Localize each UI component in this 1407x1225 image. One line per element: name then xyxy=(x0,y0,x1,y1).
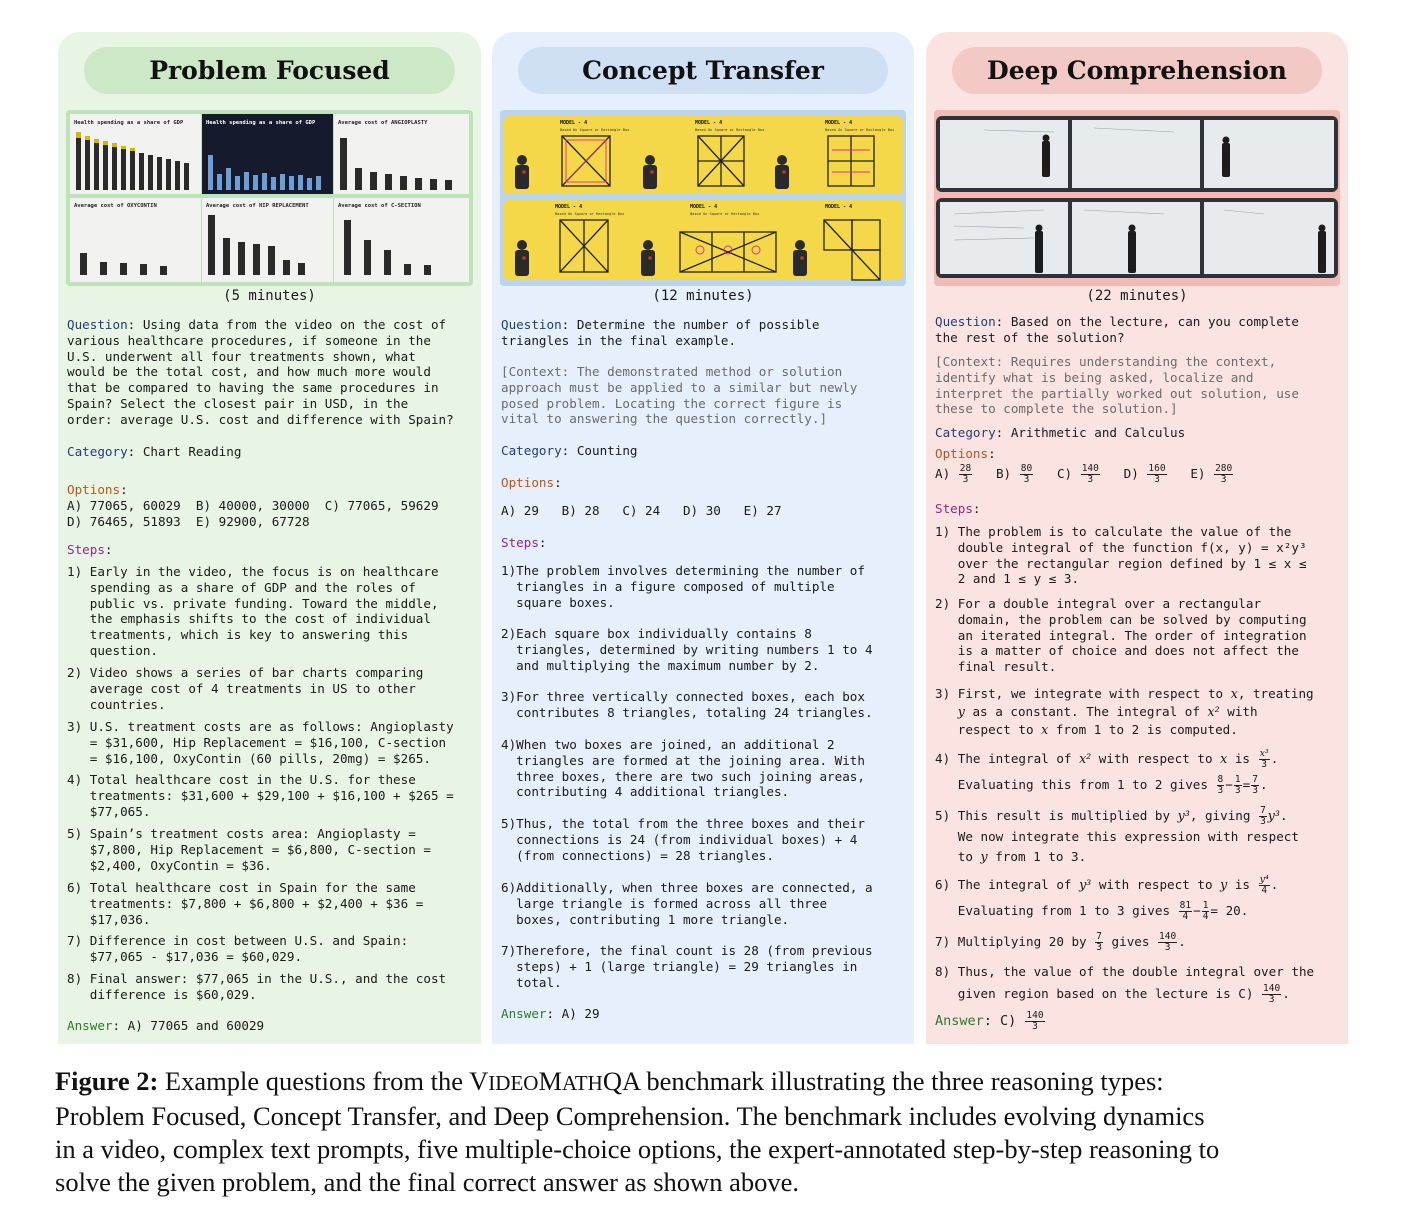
video-duration: (12 minutes) xyxy=(652,288,754,304)
step-item: 4) Total healthcare cost in the U.S. for these treatments: $31,600 + $29,100 + $16,100 + $265 = $77,065. xyxy=(67,772,454,819)
thumb-chart-title: Average cost of OXYCONTIN xyxy=(74,203,157,209)
steps-label: Steps xyxy=(935,501,973,516)
context-line: approach must be applied to a similar but newly xyxy=(501,379,858,395)
step-item: 6)Additionally, when three boxes are connected, a large triangle is formed across all three boxes, contributing 1 more triangle. xyxy=(501,880,873,927)
video-duration: (22 minutes) xyxy=(1086,288,1188,304)
steps-label-line: Steps: xyxy=(501,535,547,550)
context-block xyxy=(935,354,1340,417)
option-item: D) $\frac{160}{3}$ xyxy=(1123,463,1166,485)
step-item: 8) Thus, the value of the double integral over the given region based on the lecture is C) $\frac{140}{3}$ . xyxy=(935,964,1315,1005)
step-item: 5) This result is multiplied by y³, giving $\frac{7}{3}$ y³. We now integrate this expression with respect to y from 1 to 3. xyxy=(935,805,1299,864)
step-item: 7) Multiplying 20 by $\frac{7}{3}$ gives $\frac{140}{3}$ . xyxy=(935,931,1186,953)
option-item: B) $\frac{80}{3}$ xyxy=(995,463,1033,485)
answer-line xyxy=(501,1006,906,1022)
step-item: 1) The problem is to calculate the value of the double integral of the function f(x, y) = x²y³ over the rectangular region defined by 1 ≤ x ≤ 2 and 1 ≤ y ≤ 3. xyxy=(935,524,1307,587)
step-item: 7) Difference in cost between U.S. and Spain: $77,065 - $17,036 = $60,029. xyxy=(67,933,409,964)
options-label: Options xyxy=(67,482,121,497)
panel-title: Deep Comprehension xyxy=(952,47,1322,94)
step-item: 7)Therefore, the final count is 28 (from previous steps) + 1 (large triangle) = 29 triangles in total. xyxy=(501,943,873,990)
category-label: Category xyxy=(501,443,562,458)
options-label-line: Options: xyxy=(501,475,562,490)
options-line xyxy=(935,462,1340,486)
question-text-line: triangles in the final example. xyxy=(501,332,737,348)
step-item: 6) Total healthcare cost in Spain for the same treatments: $7,800 + $6,800 + $2,400 + $36 = $17,036. xyxy=(67,880,424,927)
step-item: 4) The integral of x² with respect to x is $\frac{\text{x³}}{3}$ . Evaluating this from 1 to 2 gives $\frac{8}{3}$ − $\frac{1}{3}$ = $\frac{7}{3}$ . xyxy=(935,748,1279,796)
question-text-line: would be the total cost, and how much more would xyxy=(67,364,431,380)
category-label: Category xyxy=(935,425,996,440)
thumb-chart-title: Health spending as a share of GDP xyxy=(206,120,316,126)
lecture-frames-image xyxy=(934,110,1340,286)
context-line: [Context: Requires understanding the context, xyxy=(935,354,1277,369)
step-item: 5) Spain’s treatment costs area: Angioplasty = $7,800, Hip Replacement = $6,800, C-section = $2,400, OxyContin = $36. xyxy=(67,826,431,873)
category-value: : Chart Reading xyxy=(127,444,242,459)
model-subtitle: Based On Square or Rectangle Box xyxy=(560,128,630,132)
step-item: 3)For three vertically connected boxes, each box contributes 8 triangles, totaling 24 triangles. xyxy=(501,689,873,720)
options-block: Options: A) 77065, 60029 B) 40000, 30000 C) 77065, 59629 D) 76465, 51893 E) 92900, 67728 xyxy=(67,482,439,529)
video-thumbnail-lecture xyxy=(934,110,1340,286)
question-text-line: that be compared to having the same procedures in xyxy=(67,380,439,396)
step-item: 2)Each square box individually contains 8 triangles, determined by writing numbers 1 to 4 and multiplying the maximum number by 2. xyxy=(501,626,873,673)
caption-line: Figure 2: Example questions from the VIDEOMATHQA benchmark illustrating the three reasoning types: xyxy=(55,1066,1164,1096)
chart-thumbnails-image xyxy=(66,110,473,286)
caption-line: solve the given problem, and the final correct answer as shown above. xyxy=(55,1167,799,1197)
question-block xyxy=(67,317,473,428)
step-item: 4)When two boxes are joined, an additional 2 triangles are formed at the joining area. With three boxes, there are two such joining areas, contributing 4 additional triangles. xyxy=(501,737,865,800)
figure-caption xyxy=(55,1065,1355,1199)
options-label-line: Options: xyxy=(935,446,996,461)
context-line: vital to answering the question correctly.] xyxy=(501,411,828,427)
option-item: E) $\frac{280}{3}$ xyxy=(1190,463,1233,485)
answer-label: Answer xyxy=(501,1006,547,1021)
category-line xyxy=(935,425,1340,441)
options-line: A) 77065, 60029 B) 40000, 30000 C) 77065, 59629 xyxy=(67,497,439,513)
step-item: 6) The integral of y³ with respect to y is $\frac{\text{y⁴}}{4}$ . Evaluating from 1 to 3 gives $\frac{81}{4}$ − $\frac{1}{4}$ = 20. xyxy=(935,874,1279,922)
model-subtitle: Based On Square or Rectangle Box xyxy=(555,212,625,216)
question-block xyxy=(935,314,1340,346)
model-label: MODEL - 4 xyxy=(695,120,723,126)
panel-deep-comprehension xyxy=(926,32,1348,1044)
category-label: Category xyxy=(67,444,128,459)
benchmark-name: VIDEOMATHQA xyxy=(469,1066,640,1096)
model-subtitle: Based On Square or Rectangle Box xyxy=(690,212,760,216)
question-label: Question xyxy=(935,314,996,329)
options-label: Options xyxy=(935,446,989,461)
options-line: A) 29 B) 28 C) 24 D) 30 E) 27 xyxy=(501,503,782,518)
answer-value: : A) 77065 and 60029 xyxy=(112,1018,265,1033)
context-line: identify what is being asked, localize and xyxy=(935,369,1254,385)
steps-label-line: Steps: xyxy=(935,501,981,516)
model-subtitle: Based On Square or Rectangle Box xyxy=(695,128,765,132)
context-line: interpret the partially worked out solution, use xyxy=(935,385,1299,401)
step-item: 3) First, we integrate with respect to x, treating y as a constant. The integral of x² with respect to x from 1 to 2 is computed. xyxy=(935,686,1314,737)
steps-label: Steps xyxy=(501,535,539,550)
option-item: A) $\frac{28}{3}$ xyxy=(935,463,972,485)
model-label: MODEL - 4 xyxy=(560,120,588,126)
question-text-line: U.S. underwent all four treatments shown, what xyxy=(67,348,416,364)
step-item: 8) Final answer: $77,065 in the U.S., and the cost difference is $60,029. xyxy=(67,971,447,1002)
step-item: 2) For a double integral over a rectangular domain, the problem can be solved by computing an iterated integral. The order of integration is a matter of choice and does not affect the final result. xyxy=(935,596,1307,675)
answer-value: : A) 29 xyxy=(546,1006,600,1021)
answer-label: Answer xyxy=(935,1013,984,1029)
model-label: MODEL - 4 xyxy=(825,120,853,126)
answer-line xyxy=(67,1018,473,1034)
model-label: MODEL - 4 xyxy=(690,204,718,210)
panel-title: Problem Focused xyxy=(84,47,455,94)
question-text-line: : Based on the lecture, can you complete xyxy=(995,314,1299,329)
category-line xyxy=(501,443,906,459)
caption-line: Problem Focused, Concept Transfer, and Deep Comprehension. The benchmark includes evolving dynamics xyxy=(55,1101,1205,1131)
category-value: : Counting xyxy=(561,443,638,458)
video-thumbnail-bar-charts xyxy=(66,110,473,286)
steps-label-line: Steps: xyxy=(67,542,113,557)
step-item: 5)Thus, the total from the three boxes and their connections is 24 (from individual boxes) + 4 (from connections) = 28 triangles. xyxy=(501,816,865,863)
video-duration: (5 minutes) xyxy=(223,288,316,304)
question-label: Question xyxy=(67,317,128,332)
model-label: MODEL - 4 xyxy=(555,204,583,210)
thumb-chart-title: Average cost of HIP REPLACEMENT xyxy=(206,203,309,209)
answer-line: Answer: C) $\frac{140}{3}$ xyxy=(935,1009,1044,1032)
steps-label: Steps xyxy=(67,542,105,557)
category-line xyxy=(67,444,473,460)
model-frames-image xyxy=(500,110,906,286)
thumb-chart-title: Average cost of C-SECTION xyxy=(338,203,421,209)
question-text-line: Spain? Select the closest pair in USD, in the xyxy=(67,395,409,411)
step-item: 1) Early in the video, the focus is on healthcare spending as a share of GDP and the roles of public vs. private funding. Toward the middle, the emphasis shifts to the cost of individual treatments, which is key to answering this question. xyxy=(67,564,439,658)
context-line: posed problem. Locating the correct figure is xyxy=(501,395,843,411)
question-label: Question xyxy=(501,317,562,332)
question-text-line: various healthcare procedures, if someone in the xyxy=(67,332,431,348)
category-value: : Arithmetic and Calculus xyxy=(995,425,1186,440)
answer-label: Answer xyxy=(67,1018,113,1033)
answer-value: : C) xyxy=(983,1013,1025,1029)
options-line: D) 76465, 51893 E) 92900, 67728 xyxy=(67,513,310,529)
panel-concept-transfer xyxy=(492,32,914,1044)
question-text-line: : Determine the number of possible xyxy=(561,317,820,332)
question-block xyxy=(501,317,906,349)
question-text-line: order: average U.S. cost and difference with Spain? xyxy=(67,411,454,427)
question-text-line: the rest of the solution? xyxy=(935,329,1125,345)
figure-label: Figure 2: xyxy=(55,1066,159,1096)
step-item: 3) U.S. treatment costs are as follows: Angioplasty = $31,600, Hip Replacement = $16,100, C-section = $16,100, OxyContin (60 pills, 20mg) = $265. xyxy=(67,719,454,766)
model-label: MODEL - 4 xyxy=(825,204,853,210)
question-text-line: : Using data from the video on the cost of xyxy=(127,317,447,332)
step-item: 2) Video shows a series of bar charts comparing average cost of 4 treatments in US to other countries. xyxy=(67,665,424,712)
thumb-chart-title: Health spending as a share of GDP xyxy=(74,120,184,126)
option-item: C) $\frac{140}{3}$ xyxy=(1056,463,1099,485)
panel-title: Concept Transfer xyxy=(518,47,888,94)
model-subtitle: Based On Square or Rectangle Box xyxy=(825,128,895,132)
caption-line: in a video, complex text prompts, five multiple-choice options, the expert-annotated step-by-step reasoning to xyxy=(55,1134,1220,1164)
context-block xyxy=(501,364,906,427)
panel-problem-focused xyxy=(58,32,481,1044)
video-thumbnail-whiteboard xyxy=(500,110,906,286)
step-item: 1)The problem involves determining the number of triangles in a figure composed of multiple square boxes. xyxy=(501,563,865,610)
context-line: these to complete the solution.] xyxy=(935,401,1178,417)
thumb-chart-title: Average cost of ANGIOPLASTY xyxy=(338,120,428,126)
context-line: [Context: The demonstrated method or solution xyxy=(501,364,843,379)
options-label: Options xyxy=(501,475,555,490)
